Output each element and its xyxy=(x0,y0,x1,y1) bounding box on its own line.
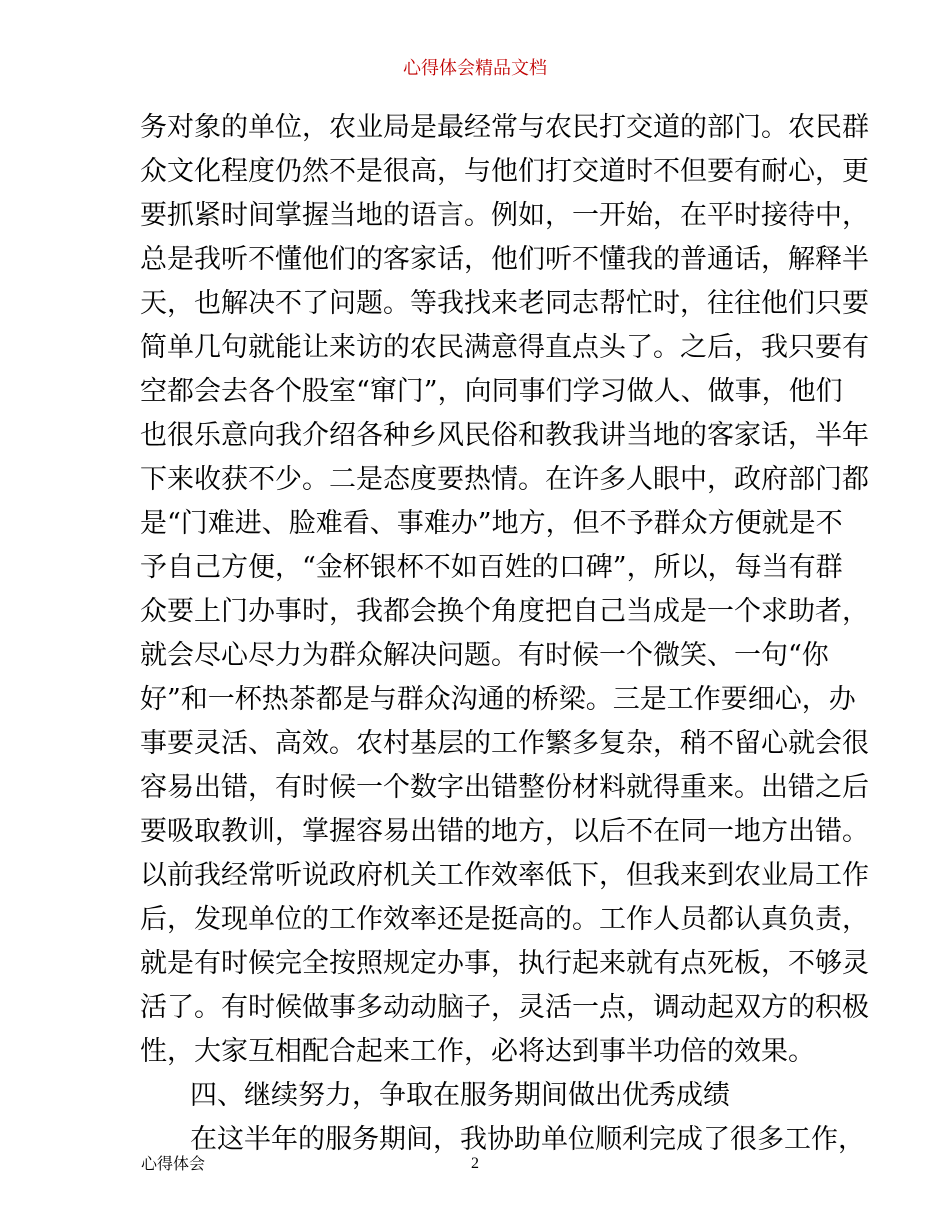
footer-label: 心得体会 xyxy=(141,1154,206,1173)
body-line: 性，大家互相配合起来工作，必将达到事半功倍的效果。 xyxy=(140,1036,815,1067)
body-line: 众文化程度仍然不是很高，与他们打交道时不但要有耐心，更 xyxy=(140,156,869,187)
section-heading: 四、继续努力，争取在服务期间做出优秀成绩 xyxy=(190,1080,730,1111)
body-line: 就是有时候完全按照规定办事，执行起来就有点死板，不够灵 xyxy=(140,948,869,979)
page-number: 2 xyxy=(471,1155,479,1172)
body-line: 要吸取教训，掌握容易出错的地方，以后不在同一地方出错。 xyxy=(140,816,869,847)
body-line: 务对象的单位，农业局是最经常与农民打交道的部门。农民群 xyxy=(140,112,869,143)
body-line: 活了。有时候做事多动动脑子，灵活一点，调动起双方的积极 xyxy=(140,992,869,1023)
body-line: 以前我经常听说政府机关工作效率低下，但我来到农业局工作 xyxy=(140,860,869,891)
body-line: 在这半年的服务期间，我协助单位顺利完成了很多工作， xyxy=(190,1124,865,1155)
body-line: 也很乐意向我介绍各种乡风民俗和教我讲当地的客家话，半年 xyxy=(140,420,869,451)
page-header-title: 心得体会精品文档 xyxy=(403,58,547,79)
body-line: 要抓紧时间掌握当地的语言。例如，一开始，在平时接待中， xyxy=(140,200,869,231)
body-line: 空都会去各个股室“窜门”，向同事们学习做人、做事，他们 xyxy=(140,376,843,407)
body-line: 简单几句就能让来访的农民满意得直点头了。之后，我只要有 xyxy=(140,332,869,363)
body-line: 事要灵活、高效。农村基层的工作繁多复杂，稍不留心就会很 xyxy=(140,728,869,759)
body-line: 众要上门办事时，我都会换个角度把自己当成是一个求助者， xyxy=(140,596,869,627)
body-line: 是“门难进、脸难看、事难办”地方，但不予群众方便就是不 xyxy=(140,508,843,539)
body-line: 天，也解决不了问题。等我找来老同志帮忙时，往往他们只要 xyxy=(140,288,869,319)
body-line: 好”和一杯热茶都是与群众沟通的桥梁。三是工作要细心，办 xyxy=(140,684,856,715)
body-line: 下来收获不少。二是态度要热情。在许多人眼中，政府部门都 xyxy=(140,464,869,495)
body-line: 后，发现单位的工作效率还是挺高的。工作人员都认真负责， xyxy=(140,904,869,935)
body-line: 总是我听不懂他们的客家话，他们听不懂我的普通话，解释半 xyxy=(140,244,869,275)
body-line: 容易出错，有时候一个数字出错整份材料就得重来。出错之后 xyxy=(140,772,869,803)
body-line: 就会尽心尽力为群众解决问题。有时候一个微笑、一句“你 xyxy=(140,640,829,671)
body-line: 予自己方便，“金杯银杯不如百姓的口碑”，所以，每当有群 xyxy=(140,552,843,583)
